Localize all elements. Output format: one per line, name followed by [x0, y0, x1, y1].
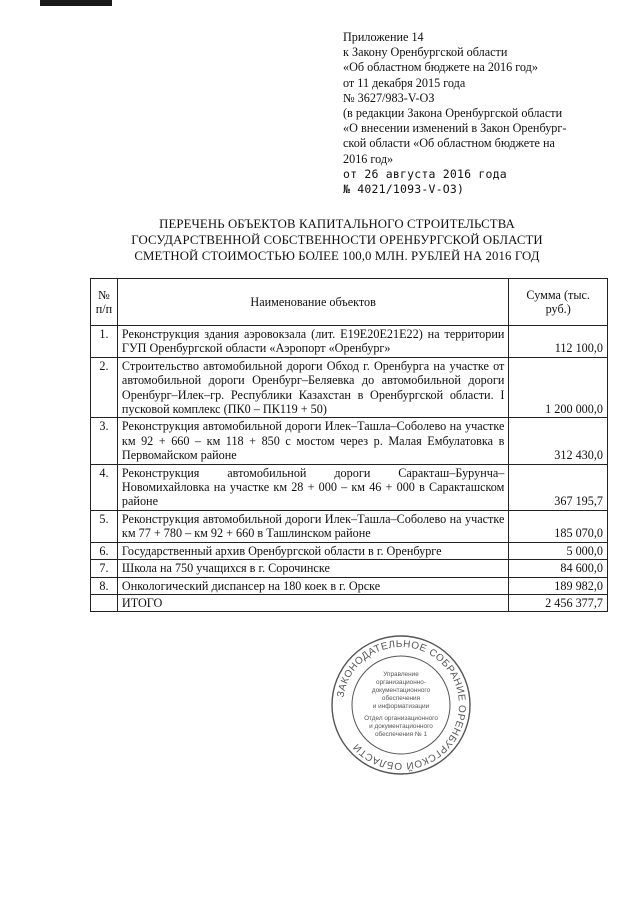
- appendix-line: «О внесении изменений в Закон Оренбург-: [343, 121, 567, 136]
- appendix-line: Приложение 14: [343, 30, 424, 44]
- table-row: [91, 577, 608, 594]
- row-num: 4.: [91, 464, 118, 510]
- header-num: № п/п: [91, 279, 118, 326]
- total-sum: 2 456 377,7: [509, 594, 608, 611]
- appendix-line: 2016 год»: [343, 151, 394, 166]
- seal-inner-line: документационного: [371, 687, 431, 694]
- appendix-line: от 11 декабря 2015 года: [343, 75, 466, 90]
- table-total-row: [91, 594, 608, 611]
- row-name: Реконструкция здания аэровокзала (лит. Е19Е20Е21Е22) на территории ГУП Оренбургской области «Аэропорт «Оренбург»: [117, 326, 508, 358]
- table-row: [91, 510, 608, 542]
- row-name: Реконструкция автомобильной дороги Илек–Ташла–Соболево на участке км 77 + 780 – км 92 + 660 в Ташлинском районе: [117, 510, 508, 542]
- row-name: Реконструкция автомобильной дороги Илек–Ташла–Соболево на участке км 92 + 660 – км 118 + 850 с мостом через р. Малая Ембулатовка в Первомайском районе: [117, 418, 508, 464]
- row-num: 5.: [91, 510, 118, 542]
- title-line: ГОСУДАРСТВЕННОЙ СОБСТВЕННОСТИ ОРЕНБУРГСКОЙ ОБЛАСТИ: [131, 233, 543, 247]
- appendix-line: ской области «Об областном бюджете на: [343, 136, 555, 151]
- title-line: ПЕРЕЧЕНЬ ОБЪЕКТОВ КАПИТАЛЬНОГО СТРОИТЕЛЬСТВА: [159, 217, 515, 231]
- row-name: Школа на 750 учащихся в г. Сорочинске: [117, 560, 508, 577]
- seal-inner-line: обеспечения: [381, 695, 421, 702]
- row-sum: 189 982,0: [509, 577, 608, 594]
- row-num: 2.: [91, 357, 118, 418]
- seal-outer-text: ЗАКОНОДАТЕЛЬНОЕ СОБРАНИЕ ОРЕНБУРГСКОЙ ОБЛАСТИ: [335, 638, 468, 772]
- appendix-block: [343, 30, 618, 197]
- seal-inner-line: организационно-: [376, 679, 426, 686]
- appendix-line: к Закону Оренбургской области: [343, 45, 508, 60]
- appendix-line: (в редакции Закона Оренбургской области: [343, 106, 563, 121]
- row-num: 1.: [91, 326, 118, 358]
- table-row: [91, 357, 608, 418]
- title-line: СМЕТНОЙ СТОИМОСТЬЮ БОЛЕЕ 100,0 МЛН. РУБЛЕЙ НА 2016 ГОД: [134, 249, 540, 263]
- row-sum: 367 195,7: [509, 464, 608, 510]
- table-row: [91, 542, 608, 559]
- row-num: 6.: [91, 542, 118, 559]
- scan-edge-mark: [40, 0, 112, 6]
- total-num-cell: [91, 594, 118, 611]
- seal-inner-line: и документационного: [369, 723, 433, 730]
- header-sum: Сумма (тыс. руб.): [509, 279, 608, 326]
- total-label: ИТОГО: [117, 594, 508, 611]
- row-sum: 1 200 000,0: [509, 357, 608, 418]
- table-header-row: [91, 279, 608, 326]
- row-num: 3.: [91, 418, 118, 464]
- row-name: Онкологический диспансер на 180 коек в г. Орске: [117, 577, 508, 594]
- header-name: Наименование объектов: [117, 279, 508, 326]
- official-seal: [330, 634, 472, 776]
- row-name: Строительство автомобильной дороги Обход г. Оренбурга на участке от автомобильной дороги Оренбург–Беляевка до автомобильной дороги Оренбург–Илек–гр. Республики Казахстан в Оренбургской области. I пусковой комплекс (ПК0 – ПК119 + 50): [117, 357, 508, 418]
- row-name: Государственный архив Оренбургской области в г. Оренбурге: [117, 542, 508, 559]
- row-sum: 5 000,0: [509, 542, 608, 559]
- document-title: [90, 216, 584, 264]
- seal-inner-line: и информатизации: [372, 703, 430, 710]
- table-row: [91, 464, 608, 510]
- table-row: [91, 418, 608, 464]
- seal-inner-line: Управление: [383, 671, 419, 678]
- row-num: 7.: [91, 560, 118, 577]
- row-sum: 185 070,0: [509, 510, 608, 542]
- amendment-date: от 26 августа 2016 года: [343, 166, 507, 181]
- appendix-line: № 3627/983-V-ОЗ: [343, 90, 435, 105]
- row-num: 8.: [91, 577, 118, 594]
- appendix-line: «Об областном бюджете на 2016 год»: [343, 60, 538, 75]
- row-sum: 112 100,0: [509, 326, 608, 358]
- amendment-number: № 4021/1093-V-ОЗ): [343, 182, 465, 197]
- objects-table: [90, 278, 608, 612]
- table-row: [91, 560, 608, 577]
- table-row: [91, 326, 608, 358]
- seal-inner-line: Отдел организационного: [364, 715, 438, 722]
- row-sum: 84 600,0: [509, 560, 608, 577]
- seal-inner-line: обеспечения № 1: [374, 731, 428, 738]
- row-sum: 312 430,0: [509, 418, 608, 464]
- row-name: Реконструкция автомобильной дороги Саракташ–Бурунча–Новомихайловка на участке км 28 + 000 – км 46 + 000 в Саракташском районе: [117, 464, 508, 510]
